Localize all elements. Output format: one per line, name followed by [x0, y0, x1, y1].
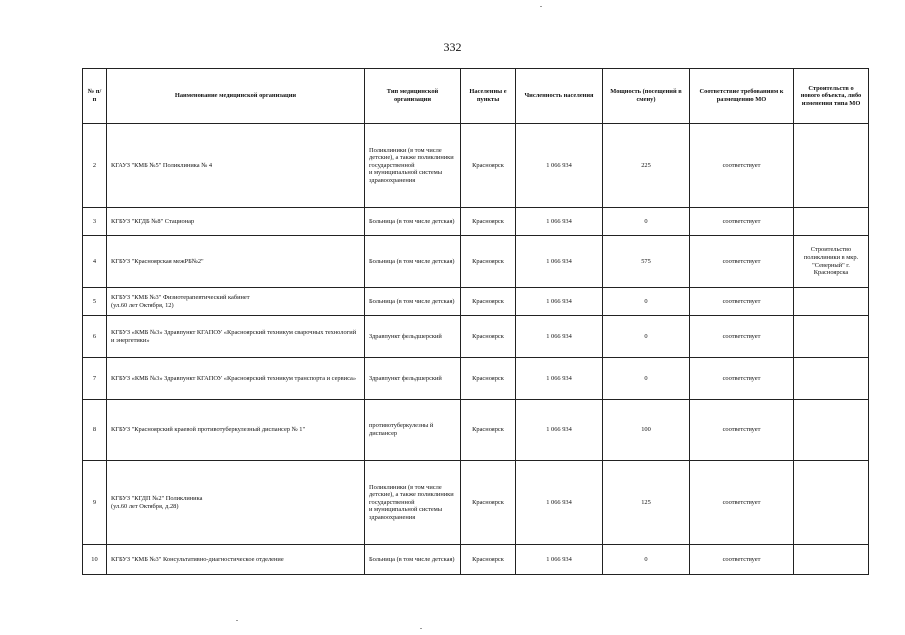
construction-cell	[794, 124, 869, 208]
compliance-cell: соответствует	[690, 208, 794, 236]
compliance-cell: соответствует	[690, 316, 794, 358]
organization-type-cell: Больница (в том числе детская)	[365, 208, 461, 236]
population-cell: 1 066 934	[516, 358, 603, 400]
construction-cell	[794, 461, 869, 545]
organization-type-cell: противотуберкулезны й диспансер	[365, 400, 461, 461]
construction-cell	[794, 358, 869, 400]
settlement-cell: Красноярск	[461, 208, 516, 236]
row-number-cell: 3	[83, 208, 107, 236]
table-row	[83, 236, 869, 288]
construction-cell: Строительство поликлиники в мкр. "Северный" г. Красноярска	[794, 236, 869, 288]
construction-cell	[794, 545, 869, 575]
row-number-cell: 7	[83, 358, 107, 400]
scan-speck	[540, 6, 542, 7]
capacity-cell: 0	[603, 288, 690, 316]
row-number-cell: 6	[83, 316, 107, 358]
population-cell: 1 066 934	[516, 208, 603, 236]
organization-name-cell: КГБУЗ "КГДБ №8" Стационар	[107, 208, 365, 236]
organization-type-cell: Больница (в том числе детская)	[365, 288, 461, 316]
capacity-cell: 100	[603, 400, 690, 461]
settlement-cell: Красноярск	[461, 461, 516, 545]
row-number-cell: 4	[83, 236, 107, 288]
population-cell: 1 066 934	[516, 236, 603, 288]
organization-name-cell: КГБУЗ "Красноярский краевой противотуберкулезный диспансер № 1"	[107, 400, 365, 461]
settlement-cell: Красноярск	[461, 545, 516, 575]
capacity-cell: 0	[603, 545, 690, 575]
settlement-cell: Красноярск	[461, 400, 516, 461]
header-population: Численность населения	[516, 69, 603, 124]
row-number-cell: 9	[83, 461, 107, 545]
header-capacity: Мощность (посещений в смену)	[603, 69, 690, 124]
capacity-cell: 125	[603, 461, 690, 545]
construction-cell	[794, 316, 869, 358]
population-cell: 1 066 934	[516, 461, 603, 545]
capacity-cell: 0	[603, 316, 690, 358]
settlement-cell: Красноярск	[461, 236, 516, 288]
table-row	[83, 545, 869, 575]
table-row	[83, 124, 869, 208]
capacity-cell: 0	[603, 358, 690, 400]
header-organization-name: Наименование медицинской организации	[107, 69, 365, 124]
row-number-cell: 10	[83, 545, 107, 575]
table-row	[83, 208, 869, 236]
row-number-cell: 8	[83, 400, 107, 461]
construction-cell	[794, 208, 869, 236]
table-row	[83, 316, 869, 358]
organization-name-cell: КГБУЗ «КМБ №3» Здравпункт КГАПОУ «Красноярский техникум сварочных технологий и энергетики»	[107, 316, 365, 358]
population-cell: 1 066 934	[516, 124, 603, 208]
population-cell: 1 066 934	[516, 545, 603, 575]
settlement-cell: Красноярск	[461, 288, 516, 316]
table-row	[83, 288, 869, 316]
header-number: № п/п	[83, 69, 107, 124]
organization-type-cell: Здравпункт фельдшерский	[365, 316, 461, 358]
organization-type-cell: Поликлиники (в том числе детские), а также поликлиники государственной и муниципальной системы здравоохранения	[365, 461, 461, 545]
header-construction: Строительств о нового объекта, либо изменения типа МО	[794, 69, 869, 124]
organization-name-cell: КГБУЗ "КМБ №3" Консультативно-диагностическое отделение	[107, 545, 365, 575]
header-settlements: Населенны е пункты	[461, 69, 516, 124]
organization-name-cell: КГАУЗ "КМБ №5" Поликлиника № 4	[107, 124, 365, 208]
organization-name-cell: КГБУЗ «КМБ №3» Здравпункт КГАПОУ «Красноярский техникум транспорта и сервиса»	[107, 358, 365, 400]
settlement-cell: Красноярск	[461, 358, 516, 400]
table-header-row	[83, 69, 869, 124]
capacity-cell: 0	[603, 208, 690, 236]
organization-type-cell: Больница (в том числе детская)	[365, 236, 461, 288]
compliance-cell: соответствует	[690, 400, 794, 461]
medical-organizations-table	[82, 68, 869, 575]
scan-speck	[420, 628, 422, 629]
capacity-cell: 575	[603, 236, 690, 288]
organization-type-cell: Поликлиники (в том числе детские), а также поликлиники государственной и муниципальной системы здравоохранения	[365, 124, 461, 208]
compliance-cell: соответствует	[690, 358, 794, 400]
row-number-cell: 5	[83, 288, 107, 316]
settlement-cell: Красноярск	[461, 316, 516, 358]
scan-speck	[236, 620, 238, 621]
population-cell: 1 066 934	[516, 316, 603, 358]
row-number-cell: 2	[83, 124, 107, 208]
compliance-cell: соответствует	[690, 288, 794, 316]
construction-cell	[794, 400, 869, 461]
table-row	[83, 400, 869, 461]
population-cell: 1 066 934	[516, 400, 603, 461]
organization-name-cell: КГБУЗ "Красноярская межРБ№2"	[107, 236, 365, 288]
organization-name-cell: КГБУЗ "КМБ №3" Физиотерапевтический кабинет (ул.60 лет Октября, 12)	[107, 288, 365, 316]
compliance-cell: соответствует	[690, 124, 794, 208]
header-organization-type: Тип медицинской организации	[365, 69, 461, 124]
organization-type-cell: Здравпункт фельдшерский	[365, 358, 461, 400]
compliance-cell: соответствует	[690, 461, 794, 545]
page-number: 332	[443, 40, 462, 54]
table-row	[83, 461, 869, 545]
compliance-cell: соответствует	[690, 545, 794, 575]
organization-type-cell: Больница (в том числе детская)	[365, 545, 461, 575]
organization-name-cell: КГБУЗ "КГДП №2" Поликлиника (ул.60 лет Октября, д.28)	[107, 461, 365, 545]
compliance-cell: соответствует	[690, 236, 794, 288]
settlement-cell: Красноярск	[461, 124, 516, 208]
construction-cell	[794, 288, 869, 316]
capacity-cell: 225	[603, 124, 690, 208]
population-cell: 1 066 934	[516, 288, 603, 316]
header-compliance: Соответствие требованиям к размещению МО	[690, 69, 794, 124]
table-row	[83, 358, 869, 400]
